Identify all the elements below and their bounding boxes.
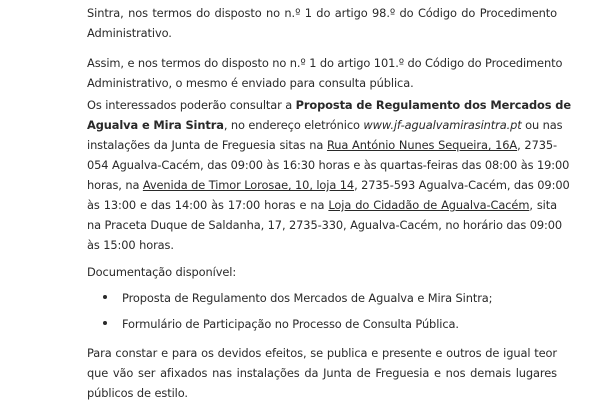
paragraph-line: às 15:00 horas.	[87, 238, 174, 252]
text-run: , sita	[529, 198, 557, 212]
bullet-icon	[103, 295, 107, 299]
address-avenida-timor-lorosae: Avenida de Timor Lorosae, 10, loja 14	[142, 178, 355, 192]
paragraph-line: Documentação disponível:	[87, 265, 237, 279]
text-run: Os interessados poderão consultar a	[87, 98, 296, 112]
paragraph-line: Para constar e para os devidos efeitos, se publica e presente e outros de igual teor	[87, 346, 557, 360]
paragraph-public-consultation	[87, 53, 563, 93]
proposal-title-bold: Agualva e Mira Sintra	[87, 118, 224, 132]
text-run: ou nas	[521, 118, 563, 132]
address-loja-do-cidadao: Loja do Cidadão de Agualva-Cacém	[328, 198, 530, 212]
text-run: , 2735-593 Agualva-Cacém, das 09:00	[354, 178, 570, 192]
paragraph-line	[87, 95, 571, 115]
paragraph-line: Administrativo.	[87, 26, 172, 40]
text-run: instalações da Junta de Freguesia sitas na	[87, 138, 327, 152]
address-rua-antonio-nunes-sequeira: Rua António Nunes Sequeira, 16A	[326, 138, 518, 152]
list-item-label: Formulário de Participação no Processo de Consulta Pública.	[122, 317, 459, 331]
paragraph-line: que vão ser afixados nas instalações da Junta de Freguesia e nos demais lugares	[87, 366, 557, 380]
paragraph-line: Sintra, nos termos do disposto no n.º 1 do artigo 98.º do Código do Procedimento	[87, 6, 557, 20]
text-run: , no endereço eletrónico	[223, 118, 364, 132]
proposal-title-bold: Proposta de Regulamento dos Mercados de	[295, 98, 571, 112]
paragraph-line	[87, 195, 557, 215]
bullet-icon	[103, 321, 107, 325]
list-item-label: Proposta de Regulamento dos Mercados de Agualva e Mira Sintra;	[122, 291, 493, 305]
paragraph-consultation-locations	[87, 95, 571, 255]
paragraph-line	[87, 175, 570, 195]
paragraph-line	[87, 135, 557, 155]
paragraph-line	[87, 115, 563, 135]
text-run: às 13:00 e das 14:00 às 17:00 horas e na	[87, 198, 329, 212]
paragraph-line: públicos de estilo.	[87, 386, 188, 400]
paragraph-publication-notice	[87, 343, 557, 403]
paragraph-line: na Praceta Duque de Saldanha, 17, 2735-330, Agualva-Cacém, no horário das 09:00	[87, 218, 563, 232]
paragraph-line: Assim, e nos termos do disposto no n.º 1 do artigo 101.º do Código do Procedimento	[87, 56, 563, 70]
website-link[interactable]: www.jf-agualvamirasintra.pt	[363, 118, 522, 132]
paragraph-line: Administrativo, o mesmo é enviado para consulta pública.	[87, 76, 414, 90]
text-run: horas, na	[87, 178, 143, 192]
paragraph-intro-continuation	[87, 3, 557, 43]
documentation-heading	[87, 262, 557, 282]
paragraph-line: 054 Agualva-Cacém, das 09:00 às 16:30 horas e às quartas-feiras das 08:00 às 19:00	[87, 158, 570, 172]
text-run: , 2735-	[517, 138, 558, 152]
